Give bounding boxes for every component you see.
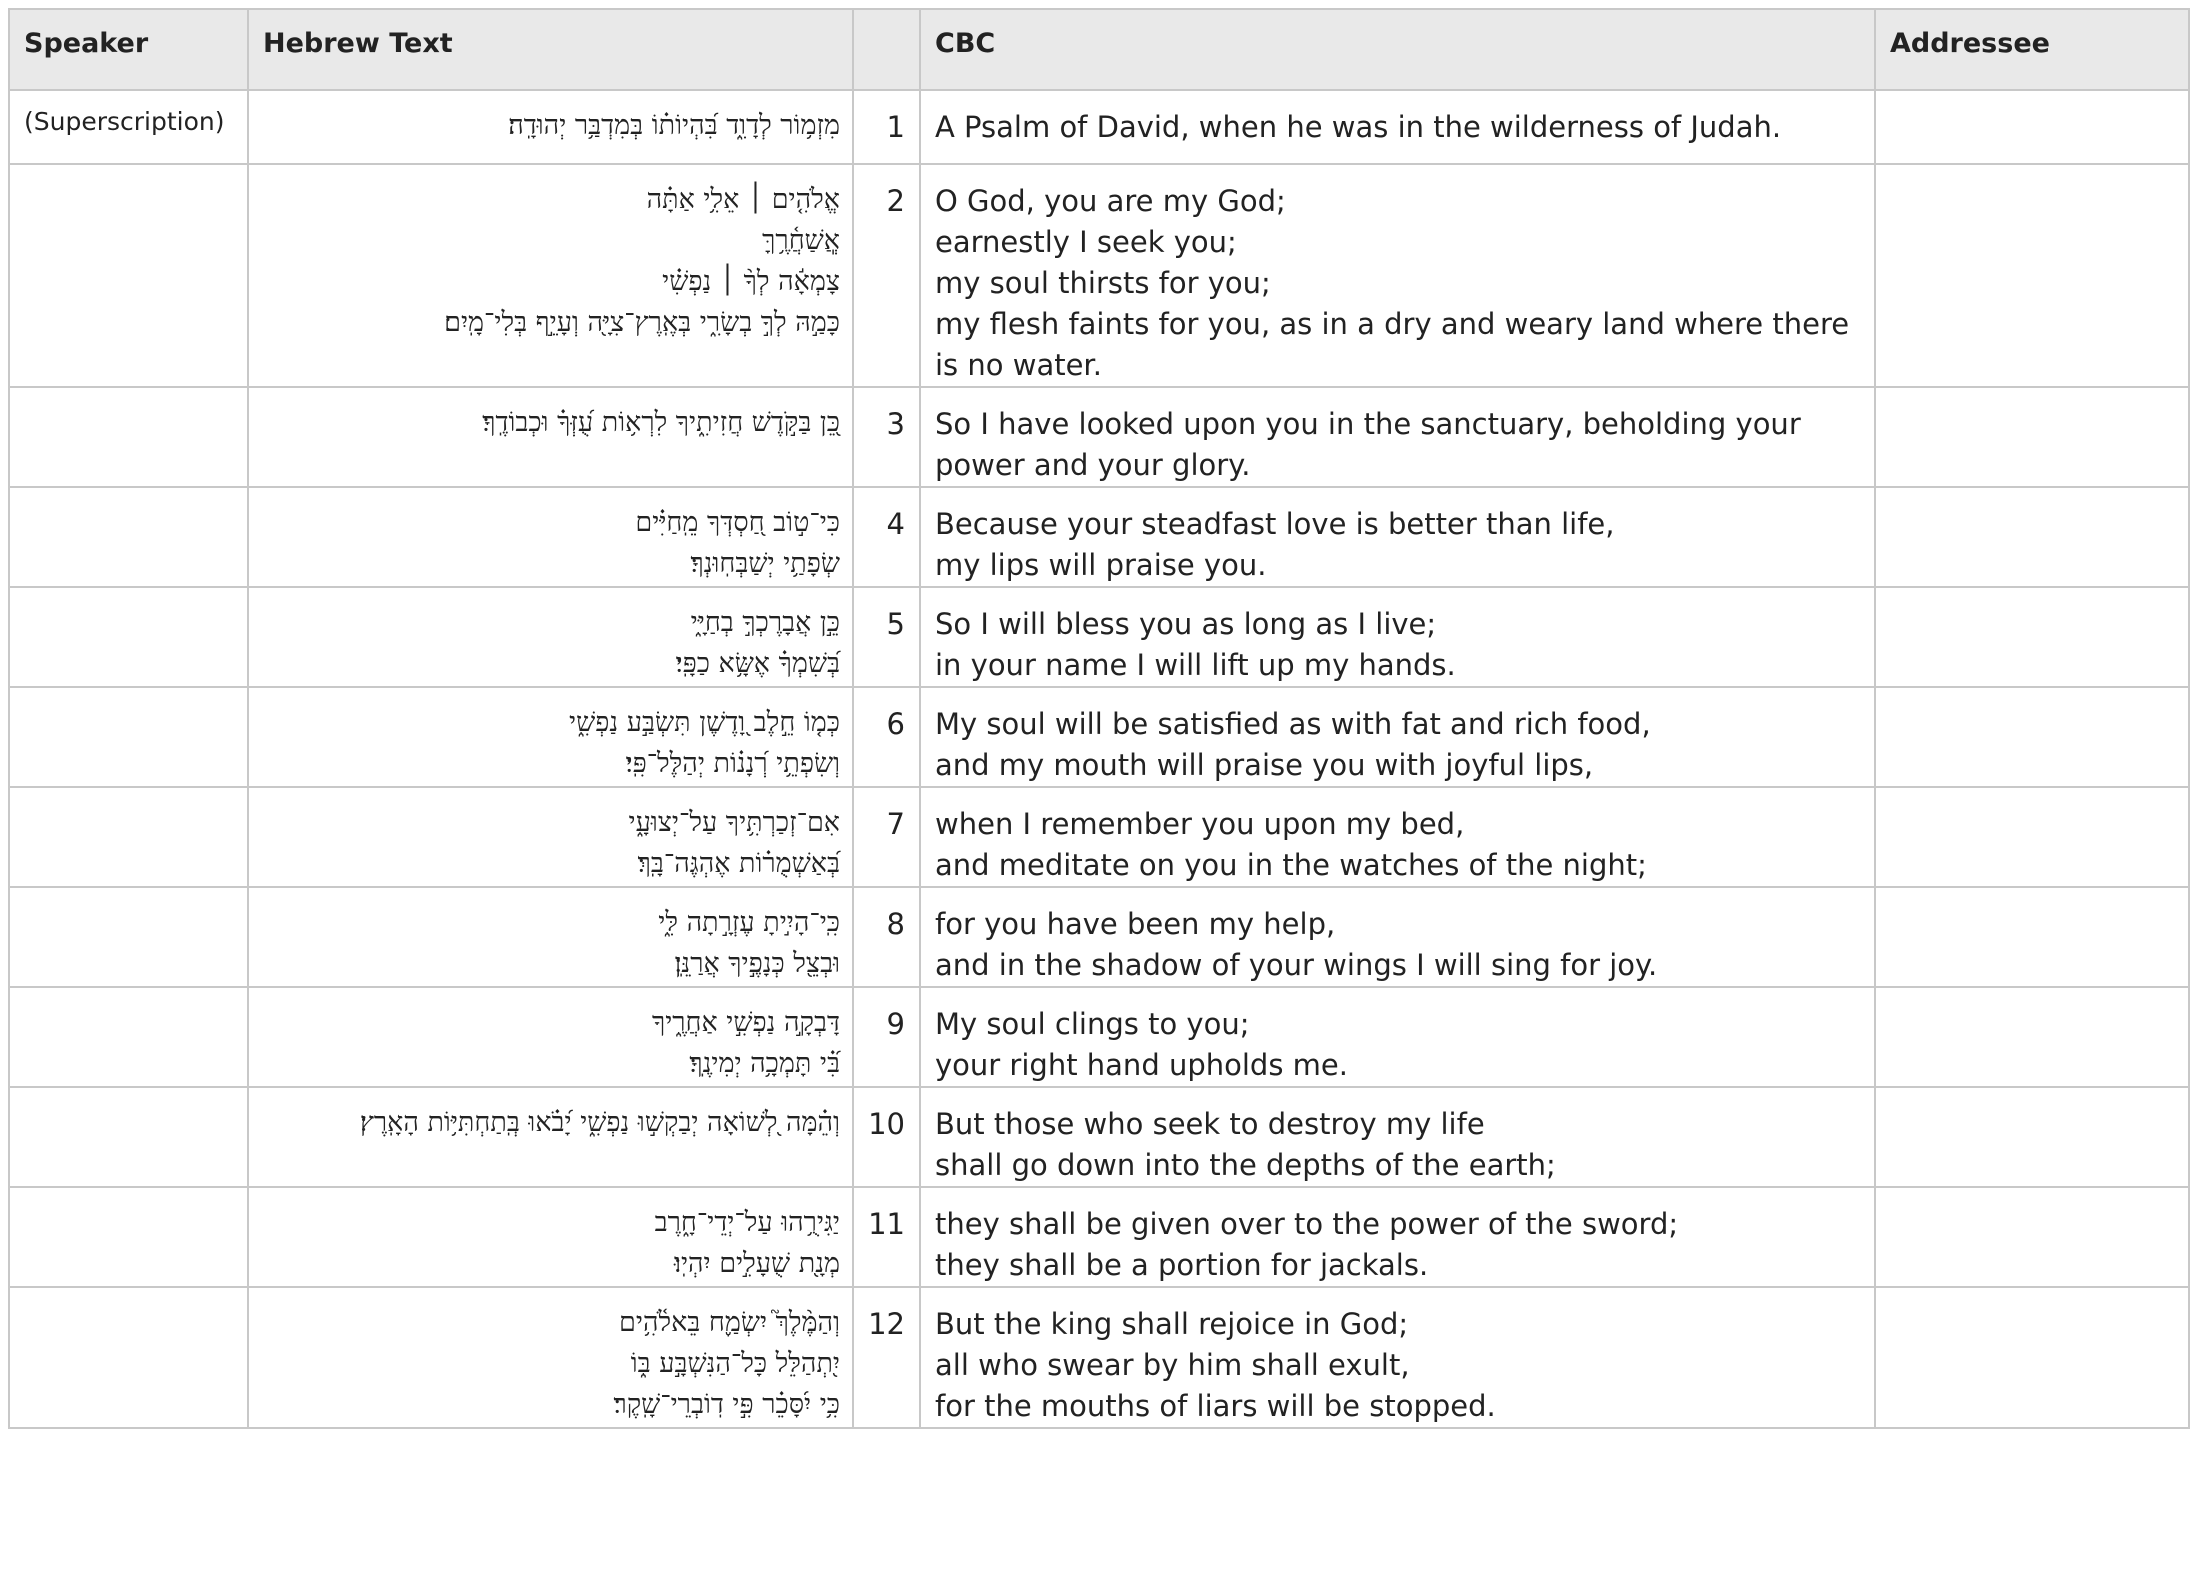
cbc-line: they shall be a portion for jackals. bbox=[935, 1248, 1429, 1282]
hebrew-text-cell bbox=[248, 1087, 853, 1187]
cbc-line: O God, you are my God; bbox=[935, 184, 1286, 218]
cbc-line: for you have been my help, bbox=[935, 907, 1336, 941]
cbc-translation-cell bbox=[920, 164, 1875, 387]
hebrew-text-cell bbox=[248, 387, 853, 487]
table-row bbox=[9, 1087, 2189, 1187]
hebrew-line: כֵּ֣ן אֲבָרֶכְךָ֣ בְחַיָּ֑י bbox=[690, 607, 840, 638]
cbc-line: my lips will praise you. bbox=[935, 548, 1267, 582]
hebrew-line: כָּמַ֣הּ לְךָ֣ בְשָׂרִ֑י בְּאֶֽרֶץ־צִיָּ֖ה וְעָיֵ֣ף בְּלִי־מָֽיִם׃ bbox=[444, 307, 840, 338]
addressee-cell bbox=[1875, 887, 2189, 987]
cbc-line: But those who seek to destroy my life bbox=[935, 1107, 1485, 1141]
cbc-line: So I will bless you as long as I live; bbox=[935, 607, 1437, 641]
addressee-cell bbox=[1875, 487, 2189, 587]
header-speaker: Speaker bbox=[9, 9, 248, 90]
hebrew-text-cell bbox=[248, 887, 853, 987]
hebrew-line: אֱלֹהִ֤ים ׀ אֵלִ֥י אַתָּ֗ה bbox=[646, 184, 840, 215]
verse-number-cell: 5 bbox=[853, 587, 920, 687]
hebrew-line: כִּ֥י יִ֝סָּכֵ֗ר פִּ֣י דֽוֹבְרֵי־שָֽׁקֶר׃ bbox=[613, 1389, 840, 1420]
speaker-cell bbox=[9, 487, 248, 587]
verse-number-cell: 6 bbox=[853, 687, 920, 787]
cbc-line: my soul thirsts for you; bbox=[935, 266, 1271, 300]
hebrew-line: וְשִׂפְתֵ֥י רְ֝נָנ֗וֹת יְהַלֶּל־פִּֽי׃ bbox=[625, 748, 840, 779]
cbc-translation-cell bbox=[920, 787, 1875, 887]
speaker-cell bbox=[9, 1187, 248, 1287]
cbc-translation-cell bbox=[920, 1287, 1875, 1428]
hebrew-line: שְׂפָתַ֥י יְשַׁבְּחֽוּנְךָ׃ bbox=[690, 548, 840, 579]
cbc-translation-cell bbox=[920, 1187, 1875, 1287]
table-row bbox=[9, 387, 2189, 487]
table-row bbox=[9, 787, 2189, 887]
hebrew-line: יִ֭תְהַלֵּל כָּל־הַנִּשְׁבָּ֣ע בּ֑וֹ bbox=[630, 1348, 840, 1379]
addressee-cell bbox=[1875, 90, 2189, 164]
cbc-line: earnestly I seek you; bbox=[935, 225, 1237, 259]
hebrew-text-cell bbox=[248, 164, 853, 387]
addressee-cell bbox=[1875, 587, 2189, 687]
hebrew-line: אֲֽשַׁחֲ֫רֶ֥ךָּ bbox=[762, 225, 840, 256]
cbc-line: My soul will be satisfied as with fat and rich food, bbox=[935, 707, 1651, 741]
addressee-cell bbox=[1875, 687, 2189, 787]
verse-number-cell: 11 bbox=[853, 1187, 920, 1287]
table-row bbox=[9, 90, 2189, 164]
hebrew-line: אִם־זְכַרְתִּ֥יךָ עַל־יְצוּעָ֑י bbox=[628, 807, 840, 838]
cbc-line: all who swear by him shall exult, bbox=[935, 1348, 1410, 1382]
hebrew-text-cell bbox=[248, 687, 853, 787]
hebrew-text-cell bbox=[248, 90, 853, 164]
cbc-translation-cell bbox=[920, 987, 1875, 1087]
hebrew-line: מִזְמ֥וֹר לְדָוִ֑ד בִּ֝הְיוֹת֗וֹ בְּמִדְבַּ֥ר יְהוּדָֽה׃ bbox=[508, 110, 840, 141]
hebrew-line: דָּבְקָ֣ה נַפְשִׁ֣י אַחֲרֶ֑יךָ bbox=[651, 1007, 840, 1038]
hebrew-line: כִּֽי־הָיִ֣יתָ עֶזְרָ֣תָה לִּ֑י bbox=[658, 907, 840, 938]
cbc-line: and meditate on you in the watches of the night; bbox=[935, 848, 1647, 882]
hebrew-line: בִּ֝֗י תָּמְכָ֥ה יְמִינֶֽךָ׃ bbox=[689, 1048, 840, 1079]
verse-number-cell: 10 bbox=[853, 1087, 920, 1187]
hebrew-line: יַגִּירֻ֥הוּ עַל־יְדֵי־חָ֑רֶב bbox=[654, 1207, 840, 1238]
cbc-translation-cell bbox=[920, 887, 1875, 987]
speaker-cell bbox=[9, 1087, 248, 1187]
hebrew-text-cell bbox=[248, 1187, 853, 1287]
hebrew-line: וְהֵ֗מָּה לְ֭שׁוֹאָה יְבַקְשׁ֣וּ נַפְשִׁ֑י יָ֝בֹ֗אוּ בְּֽתַחְתִּיּ֥וֹת הָאָֽרֶץ׃ bbox=[359, 1107, 840, 1138]
cbc-line: My soul clings to you; bbox=[935, 1007, 1250, 1041]
speaker-cell: (Superscription) bbox=[9, 90, 248, 164]
table-row bbox=[9, 987, 2189, 1087]
cbc-line: in your name I will lift up my hands. bbox=[935, 648, 1456, 682]
cbc-line: Because your steadfast love is better than life, bbox=[935, 507, 1615, 541]
header-verse-number bbox=[853, 9, 920, 90]
hebrew-line: כֵּ֭ן בַּקֹּ֣דֶשׁ חֲזִיתִ֑יךָ לִרְא֥וֹת עֻ֝זְּךָ֗ וּכְבוֹדֶֽךָ׃ bbox=[482, 407, 840, 438]
addressee-cell bbox=[1875, 1087, 2189, 1187]
header-addressee: Addressee bbox=[1875, 9, 2189, 90]
cbc-translation-cell bbox=[920, 90, 1875, 164]
header-row bbox=[9, 9, 2189, 90]
cbc-line: they shall be given over to the power of the sword; bbox=[935, 1207, 1679, 1241]
addressee-cell bbox=[1875, 987, 2189, 1087]
cbc-line: shall go down into the depths of the earth; bbox=[935, 1148, 1556, 1182]
header-hebrew-text: Hebrew Text bbox=[248, 9, 853, 90]
table-row bbox=[9, 1287, 2189, 1428]
hebrew-line: מְנָ֖ת שֻׁעָלִ֣ים יִהְיֽוּ׃ bbox=[674, 1248, 840, 1279]
verse-number-cell: 3 bbox=[853, 387, 920, 487]
hebrew-line: בְּ֝אַשְׁמֻר֗וֹת אֶהְגֶּה־בָּֽךְ׃ bbox=[637, 848, 840, 879]
psalm-table bbox=[8, 8, 2190, 1429]
verse-number-cell: 1 bbox=[853, 90, 920, 164]
verse-number-cell: 2 bbox=[853, 164, 920, 387]
table-row bbox=[9, 164, 2189, 387]
hebrew-text-cell bbox=[248, 787, 853, 887]
table-row bbox=[9, 887, 2189, 987]
addressee-cell bbox=[1875, 387, 2189, 487]
cbc-translation-cell bbox=[920, 587, 1875, 687]
verse-number-cell: 12 bbox=[853, 1287, 920, 1428]
cbc-line: A Psalm of David, when he was in the wilderness of Judah. bbox=[935, 110, 1782, 144]
hebrew-text-cell bbox=[248, 587, 853, 687]
cbc-line: and in the shadow of your wings I will sing for joy. bbox=[935, 948, 1658, 982]
cbc-translation-cell bbox=[920, 687, 1875, 787]
verse-number-cell: 4 bbox=[853, 487, 920, 587]
verse-number-cell: 9 bbox=[853, 987, 920, 1087]
cbc-translation-cell bbox=[920, 387, 1875, 487]
table-row bbox=[9, 487, 2189, 587]
speaker-cell bbox=[9, 387, 248, 487]
speaker-cell bbox=[9, 1287, 248, 1428]
speaker-cell bbox=[9, 687, 248, 787]
cbc-line: for the mouths of liars will be stopped. bbox=[935, 1389, 1496, 1423]
verse-number-cell: 7 bbox=[853, 787, 920, 887]
addressee-cell bbox=[1875, 787, 2189, 887]
hebrew-line: וּבְצֵ֖ל כְּנָפֶ֣יךָ אֲרַנֵּֽן׃ bbox=[674, 948, 840, 979]
speaker-cell bbox=[9, 164, 248, 387]
hebrew-line: וְהַמֶּ֨לֶךְ֮ יִשְׂמַ֪ח בֵּאלֹ֫הִ֥ים bbox=[619, 1307, 840, 1338]
cbc-line: your right hand upholds me. bbox=[935, 1048, 1348, 1082]
addressee-cell bbox=[1875, 164, 2189, 387]
cbc-translation-cell bbox=[920, 1087, 1875, 1187]
hebrew-line: כְּמ֤וֹ חֵ֣לֶב וָ֭דֶשֶׁן תִּשְׂבַּ֣ע נַפְשִׁ֑י bbox=[569, 707, 840, 738]
hebrew-text-cell bbox=[248, 487, 853, 587]
table-row bbox=[9, 587, 2189, 687]
hebrew-text-cell bbox=[248, 987, 853, 1087]
cbc-line: my flesh faints for you, as in a dry and weary land where there is no water. bbox=[935, 307, 1850, 382]
verse-number-cell: 8 bbox=[853, 887, 920, 987]
speaker-cell bbox=[9, 987, 248, 1087]
addressee-cell bbox=[1875, 1287, 2189, 1428]
cbc-line: when I remember you upon my bed, bbox=[935, 807, 1465, 841]
cbc-translation-cell bbox=[920, 487, 1875, 587]
cbc-line: So I have looked upon you in the sanctuary, beholding your power and your glory. bbox=[935, 407, 1801, 482]
table-row bbox=[9, 1187, 2189, 1287]
cbc-line: and my mouth will praise you with joyful lips, bbox=[935, 748, 1594, 782]
psalm-table-container bbox=[8, 8, 2190, 1429]
table-row bbox=[9, 687, 2189, 787]
addressee-cell bbox=[1875, 1187, 2189, 1287]
speaker-cell bbox=[9, 787, 248, 887]
speaker-cell bbox=[9, 587, 248, 687]
hebrew-line: כִּי־ט֣וֹב חַ֭סְדְּךָ מֵֽחַיִּ֗ים bbox=[635, 507, 840, 538]
hebrew-text-cell bbox=[248, 1287, 853, 1428]
hebrew-line: צָמְאָ֬ה לְךָ֨ ׀ נַפְשִׁ֗י bbox=[662, 266, 840, 297]
header-cbc: CBC bbox=[920, 9, 1875, 90]
hebrew-line: בְּ֝שִׁמְךָ֗ אֶשָּׂ֥א כַפָּֽי׃ bbox=[675, 648, 840, 679]
speaker-cell bbox=[9, 887, 248, 987]
cbc-line: But the king shall rejoice in God; bbox=[935, 1307, 1409, 1341]
